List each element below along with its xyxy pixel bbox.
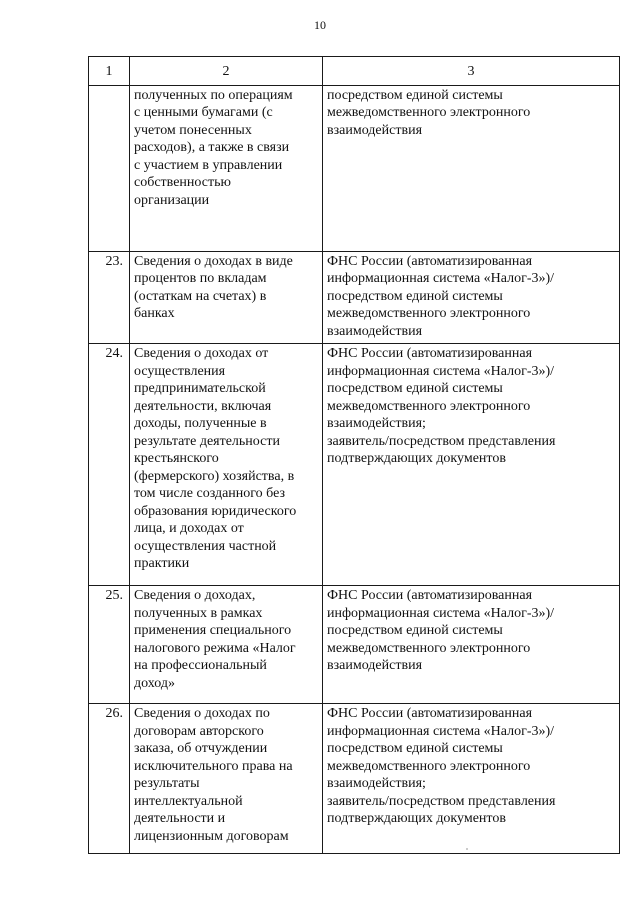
documents-table <box>88 56 620 854</box>
row-number: 24. <box>89 344 130 586</box>
table-row <box>89 344 620 586</box>
page-number: 10 <box>314 18 326 32</box>
row-name: Сведения о доходах по договорам авторского заказа, об отчуждении исключительного права на результаты интеллектуальной деятельности и лицензионным договорам <box>130 704 323 854</box>
row-number <box>89 85 130 251</box>
row-number: 23. <box>89 251 130 344</box>
scan-speck <box>466 848 468 850</box>
table-row <box>89 586 620 704</box>
row-source: ФНС России (автоматизированная информационная система «Налог-3»)/ посредством единой системы межведомственного электронного взаимодействия <box>323 251 620 344</box>
row-source: посредством единой системы межведомственного электронного взаимодействия <box>323 85 620 251</box>
row-name: Сведения о доходах в виде процентов по вкладам (остаткам на счетах) в банках <box>130 251 323 344</box>
table-row <box>89 251 620 344</box>
row-number: 25. <box>89 586 130 704</box>
table-row <box>89 704 620 854</box>
row-name: Сведения о доходах от осуществления предпринимательской деятельности, включая доходы, полученные в результате деятельности крестьянского (фермерского) хозяйства, в том числе созданного без образования юридического лица, и доходах от осуществления частной практики <box>130 344 323 586</box>
column-header-name: 2 <box>130 57 323 86</box>
row-source: ФНС России (автоматизированная информационная система «Налог-3»)/ посредством единой системы межведомственного электронного взаимодействия; заявитель/посредством представления подтверждающих документов <box>323 704 620 854</box>
column-header-number: 1 <box>89 57 130 86</box>
column-header-source: 3 <box>323 57 620 86</box>
row-number: 26. <box>89 704 130 854</box>
table-row <box>89 85 620 251</box>
row-name: полученных по операциям с ценными бумагами (с учетом понесенных расходов), а также в связи с участием в управлении собственностью организации <box>130 85 323 251</box>
table-header-row <box>89 57 620 86</box>
row-source: ФНС России (автоматизированная информационная система «Налог-3»)/ посредством единой системы межведомственного электронного взаимодействия; заявитель/посредством представления подтверждающих документов <box>323 344 620 586</box>
row-source: ФНС России (автоматизированная информационная система «Налог-3»)/ посредством единой системы межведомственного электронного взаимодействия <box>323 586 620 704</box>
row-name: Сведения о доходах, полученных в рамках применения специального налогового режима «Налог на профессиональный доход» <box>130 586 323 704</box>
